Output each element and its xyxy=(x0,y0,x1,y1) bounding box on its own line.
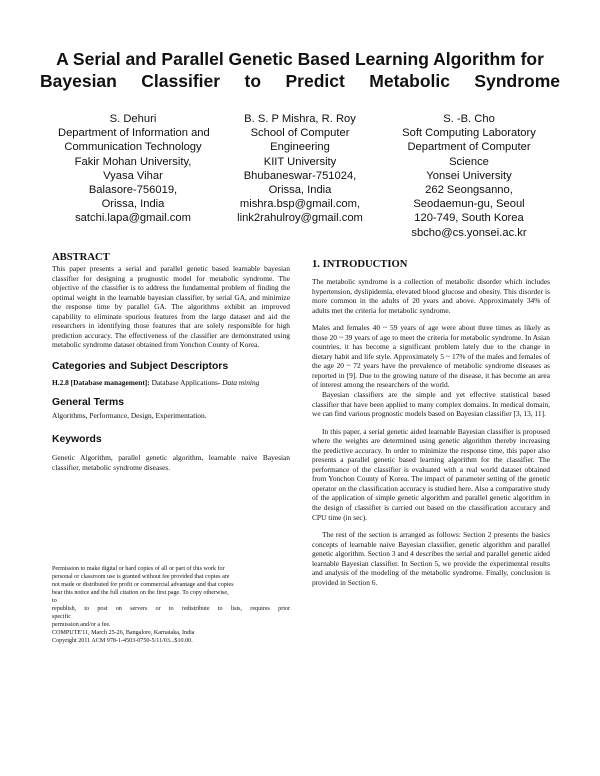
author-affiliation: Soft Computing Laboratory xyxy=(402,127,536,140)
author-affiliation: Department of Computer xyxy=(407,141,531,154)
title-line-1: A Serial and Parallel Genetic Based Learning Algorithm for xyxy=(56,49,544,69)
copyright-line: Copyright 2011 ACM 978-1-4503-0750-5/11/03...$10.00. xyxy=(52,638,193,645)
copyright-line: COMPUTE'11, March 25-26, Bangalore, Karnataka, India xyxy=(52,630,195,637)
author-affiliation: Orissa, India xyxy=(268,184,332,197)
categories-text xyxy=(52,378,290,388)
author-affiliation: School of Computer xyxy=(250,127,350,140)
categories-heading: Categories and Subject Descriptors xyxy=(52,360,229,372)
copyright-line: republish, to post on servers or to redistribute to lists, requires prior xyxy=(52,606,290,613)
author-name: S. Dehuri xyxy=(109,113,157,125)
copyright-line: to xyxy=(52,598,57,605)
author-affiliation: Engineering xyxy=(270,141,330,154)
author-affiliation: Vyasa Vihar xyxy=(103,169,163,182)
copyright-line: specific xyxy=(52,614,71,621)
intro-paragraph: The metabolic syndrome is a collection of metabolic disorder which includes hypertension, dyslipidemia, elevated blood glucose and obesity. This disorder is more common in the adults of 20 years and above. Approximately 34% of adults met the criteria for metabolic syndrome. xyxy=(312,277,550,315)
title-line-2: Bayesian Classifier to Predict Metabolic Syndrome xyxy=(40,71,560,91)
intro-paragraph: In this paper, a serial genetic aided learnable Bayesian classifier is proposed where the weights are determined using genetic algorithm thereby increasing the predictive accuracy. In order to minimize the response time, this paper also presents a parallel genetic based learning algorithm for the classifier. The performance of the classifier is evaluated with a real world dataset obtained from Yonchon County of Korea. The impact of parameter setting of the genetic operator on the classification accuracy is studied here. Also a comparative study of the application of simple genetic algorithm and parallel genetic algorithm in the design of classifier is carried out based on the classification accuracy and CPU time (in sec). xyxy=(312,426,550,522)
copyright-line: personal or classroom use is granted without fee provided that copies are xyxy=(52,574,230,581)
abstract-text: This paper presents a serial and parallel genetic based learnable bayesian classifier for designing a prognostic model for metabolic syndrome. The objective of the classifier is to address the fundamental problem of finding the optimal weight in the learnable bayesian classifier, by serial GA, and minimize the response time by parallel GA. The algorithms exhibit an improved capability to eliminate spurious features from the large dataset and aid the researchers in identifying those features that are solely responsible for high prediction accuracy. The effectiveness of the classifier are demonstrated using metabolic syndrome dataset obtained from Yonchon County of Korea. xyxy=(52,264,290,350)
intro-paragraph: Males and females 40 ~ 59 years of age were about three times as likely as those 20 ~ 39 years of age to meet the criteria for metabolic syndrome. In Asian countries, it has become a significant problem lately due to the change in dietary habit and life style. Approximately 5 ~ 17% of the males and females of the age 20 ~ 72 years have the prevalence of metabolic syndrome diseases as reported in [9]. Due to the growing nature of the disease, it has become an area of interest among the researchers of the world. xyxy=(312,323,550,390)
author-email: sbcho@cs.yonsei.ac.kr xyxy=(411,226,527,239)
author-name: B. S. P Mishra, R. Roy xyxy=(244,113,356,125)
categories-italic: Data mining xyxy=(222,377,260,387)
author-affiliation: Seodaemun-gu, Seoul xyxy=(413,198,525,211)
copyright-line: bear this notice and the full citation on the first page. To copy otherwise, xyxy=(52,590,229,597)
author-email: satchi.lapa@gmail.com xyxy=(75,212,191,225)
left-column xyxy=(52,251,290,472)
categories-code: H.2.8 [Database management]: xyxy=(52,377,150,387)
paper-title xyxy=(40,48,560,92)
author-affiliation: Science xyxy=(449,155,489,168)
categories-desc: Database Applications- xyxy=(149,377,223,387)
author-affiliation: Orissa, India xyxy=(101,198,165,211)
copyright-line: not made or distributed for profit or commercial advantage and that copies xyxy=(52,582,234,589)
author-block-2 xyxy=(225,112,375,226)
copyright-line: permission and/or a fee. xyxy=(52,622,111,629)
author-affiliation: Communication Technology xyxy=(64,141,202,154)
copyright-notice xyxy=(52,565,290,645)
general-terms-heading: General Terms xyxy=(52,397,124,409)
copyright-line: Permission to make digital or hard copies of all or part of this work for xyxy=(52,566,225,572)
intro-paragraph: Bayesian classifiers are the simple and yet effective statistical based classifier that have been applied to many complex domains. In medical domain, we can find various prognostic models based on Bayesian classifier [3, 13, 11]. xyxy=(312,390,550,419)
author-affiliation: Yonsei University xyxy=(426,169,512,182)
general-terms-text: Algorithms, Performance, Design, Experimentation. xyxy=(52,411,207,421)
author-affiliation: Fakir Mohan University, xyxy=(74,155,192,168)
author-affiliation: Bhubaneswar-751024, xyxy=(243,169,357,182)
right-column xyxy=(312,251,550,587)
intro-heading: 1. INTRODUCTION xyxy=(312,259,408,270)
author-affiliation: Balasore-756019, xyxy=(88,184,178,197)
author-block-3 xyxy=(394,112,544,240)
author-email: mishra.bsp@gmail.com, xyxy=(239,198,361,211)
author-affiliation: 262 Seongsanno, xyxy=(425,184,513,197)
keywords-heading: Keywords xyxy=(52,434,102,446)
intro-paragraph: The rest of the section is arranged as follows: Section 2 presents the basics concepts of learnable naive Bayesian classifier, genetic algorithm and parallel genetic algorithm. Section 3 and 4 describes the serial and parallel genetic aided learnable Bayesian classifier. In Section 5, we provide the experimental results and analysis of the modeling of the metabolic syndrome. Finally, conclusion is provided in Section 6. xyxy=(312,530,550,587)
author-email: link2rahulroy@gmail.com xyxy=(237,212,363,225)
author-block-1 xyxy=(58,112,208,226)
author-affiliation: 120-749, South Korea xyxy=(414,212,524,225)
keywords-text: Genetic Algorithm, parallel genetic algorithm, learnable naive Bayesian classifier, metabolic syndrome diseases. xyxy=(52,453,290,472)
abstract-heading: ABSTRACT xyxy=(52,252,110,263)
author-affiliation: KIIT University xyxy=(263,155,337,168)
author-name: S. -B. Cho xyxy=(443,113,495,125)
author-affiliation: Department of Information and xyxy=(58,127,210,140)
